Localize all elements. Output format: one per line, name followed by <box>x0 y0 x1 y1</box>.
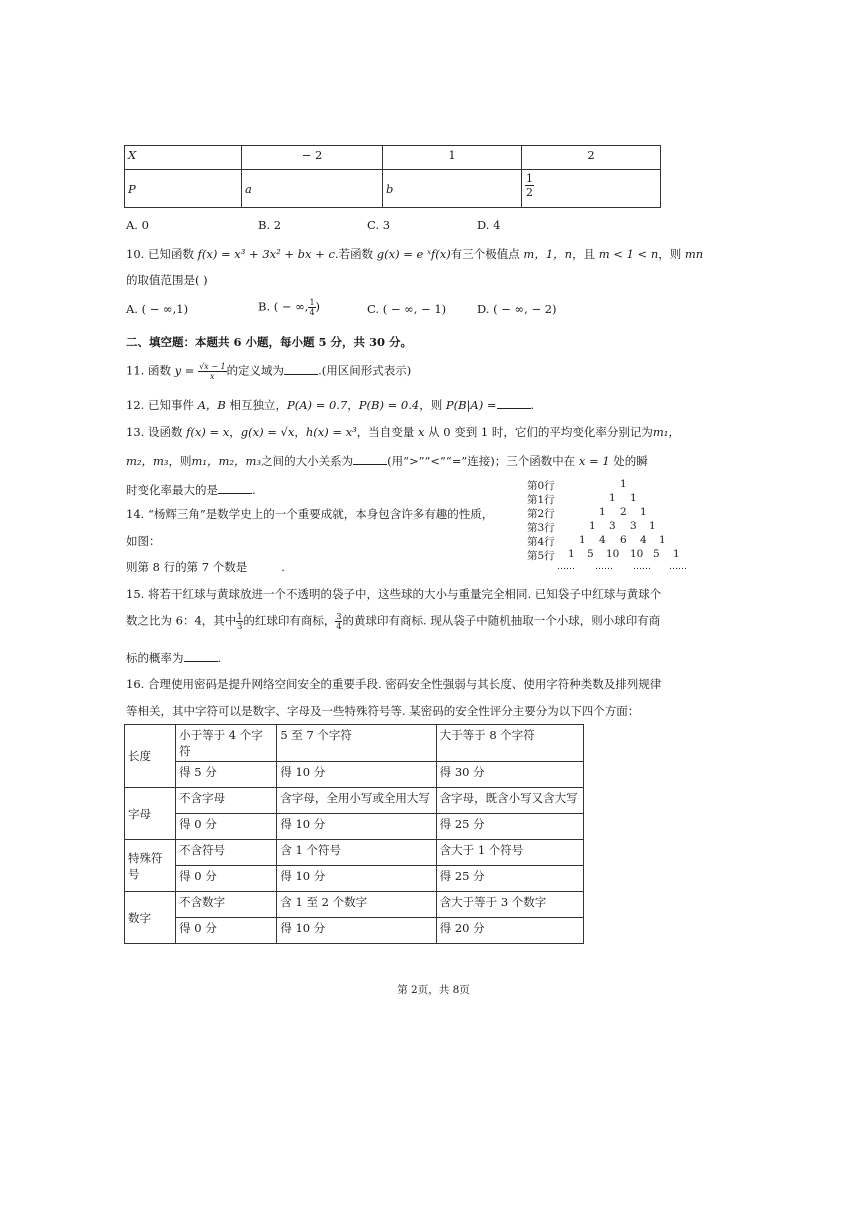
q10-line2: 的取值范围是( ) <box>126 273 208 287</box>
dist-prob: a <box>242 170 383 208</box>
table-cell: 含字母，既含小写又含大写 <box>436 788 583 814</box>
answer-blank <box>497 398 531 409</box>
table-cell: 得 10 分 <box>277 866 436 892</box>
table-cell: 5 至 7 个字符 <box>277 725 436 762</box>
distribution-table <box>124 145 661 208</box>
table-cell: 不含符号 <box>176 840 277 866</box>
q9-option-d: D. 4 <box>477 218 501 232</box>
q14-line2: 如图： <box>126 534 161 548</box>
table-cell: 得 25 分 <box>436 814 583 840</box>
q15-line1: 15. 将若干红球与黄球放进一个不透明的袋子中，这些球的大小与重量完全相同. 已知袋子中红球与黄球个 <box>126 587 662 601</box>
table-cell: 得 5 分 <box>176 762 277 788</box>
table-cell: 大于等于 8 个字符 <box>436 725 583 762</box>
q10-option-c: C. ( − ∞, − 1) <box>367 302 447 316</box>
table-cell: 得 0 分 <box>176 866 277 892</box>
section-heading: 二、填空题：本题共 6 小题，每小题 5 分，共 30 分。 <box>126 335 413 349</box>
table-cell: 得 25 分 <box>436 866 583 892</box>
fraction-half: $\frac{1}{2}$ <box>526 172 533 199</box>
table-cell: 得 20 分 <box>436 918 583 944</box>
q10-line1: 10. 已知函数 f(x) = x³ + 3x² + bx + c.若函数 g(x) = e ˣf(x)有三个极值点 m，1，n，且 m < 1 < n，则 mn <box>126 247 704 261</box>
table-cell: 得 30 分 <box>436 762 583 788</box>
q13-line3: 时变化率最大的是 . <box>126 483 256 497</box>
table-cell: 含 1 至 2 个数字 <box>277 892 436 918</box>
q15-line3: 标的概率为 . <box>126 651 222 665</box>
q13-line1: 13. 设函数 f(x) = x，g(x) = √x，h(x) = x³，当自变量 x 从 0 变到 1 时，它们的平均变化率分别记为m₁， <box>126 425 680 439</box>
q9-option-a: A. 0 <box>126 218 149 232</box>
q14-line1: 14. “杨辉三角”是数学史上的一个重要成就，本身包含许多有趣的性质， <box>126 507 494 521</box>
q14-line3: 则第 8 行的第 7 个数是 . <box>126 560 285 574</box>
dist-value: 2 <box>522 146 661 170</box>
table-cell: 得 10 分 <box>277 918 436 944</box>
table-cell: 得 0 分 <box>176 918 277 944</box>
dist-prob: b <box>383 170 522 208</box>
dist-header-p: P <box>125 170 242 208</box>
table-cell: 得 10 分 <box>277 762 436 788</box>
answer-blank <box>218 483 252 494</box>
answer-blank <box>284 364 318 375</box>
q9-option-b: B. 2 <box>258 218 282 232</box>
q10-option-b: B. ( − ∞, $\frac{1}{4}$ ) <box>258 298 321 317</box>
answer-blank <box>184 651 218 662</box>
yanghui-triangle: 第0行 1 第1行 1 1 第2行 1 2 1 第3行 1 3 3 1 第4行 1 4 6 4 1 第5行 1 5 10 10 5 1 …… …… …… …… <box>527 478 687 572</box>
table-cell: 含大于等于 3 个数字 <box>436 892 583 918</box>
dist-prob <box>522 170 661 208</box>
table-cell: 含字母，全用小写或全用大写 <box>277 788 436 814</box>
page-footer: 第 2页，共 8页 <box>397 984 470 996</box>
table-cell: 含 1 个符号 <box>277 840 436 866</box>
q10-option-a: A. ( − ∞,1) <box>126 302 189 316</box>
table-cell: 不含字母 <box>176 788 277 814</box>
q10-option-d: D. ( − ∞, − 2) <box>477 302 557 316</box>
q11: 11. 函数 y = $\frac{√x - 1}{x}$ 的定义域为 .(用区间形式表示) <box>126 362 412 381</box>
category-digits: 数字 <box>125 892 176 944</box>
dist-value: 1 <box>383 146 522 170</box>
table-cell: 不含数字 <box>176 892 277 918</box>
category-symbols: 特殊符号 <box>125 840 176 892</box>
answer-blank <box>353 454 387 465</box>
table-cell: 小于等于 4 个字符 <box>176 725 277 762</box>
q15-line2: 数之比为 6：4，其中 $\frac{1}{3}$ 的红球印有商标， $\frac{3}{4}$ 的黄球印有商标. 现从袋子中随机抽取一个小球，则小球印有商 <box>126 612 661 631</box>
category-letters: 字母 <box>125 788 176 840</box>
dist-value: − 2 <box>242 146 383 170</box>
q16-line1: 16. 合理使用密码是提升网络空间安全的重要手段. 密码安全性强弱与其长度、使用字符种类数及排列规律 <box>126 677 662 691</box>
score-table <box>124 724 584 944</box>
table-cell: 含大于 1 个符号 <box>436 840 583 866</box>
q9-option-c: C. 3 <box>367 218 391 232</box>
dist-header-x: X <box>125 146 242 170</box>
q16-line2: 等相关，其中字符可以是数字、字母及一些特殊符号等. 某密码的安全性评分主要分为以下四个方面： <box>126 704 640 718</box>
q13-line2: m₂，m₃，则m₁，m₂，m₃之间的大小关系为 (用“>”“<”“=”连接)；三个函数中在 x = 1 处的瞬 <box>126 454 648 468</box>
table-cell: 得 0 分 <box>176 814 277 840</box>
q12: 12. 已知事件 A，B 相互独立，P(A) = 0.7，P(B) = 0.4，则 P(B|A) = . <box>126 398 535 412</box>
category-length: 长度 <box>125 725 176 788</box>
table-cell: 得 10 分 <box>277 814 436 840</box>
answer-blank <box>247 560 281 571</box>
